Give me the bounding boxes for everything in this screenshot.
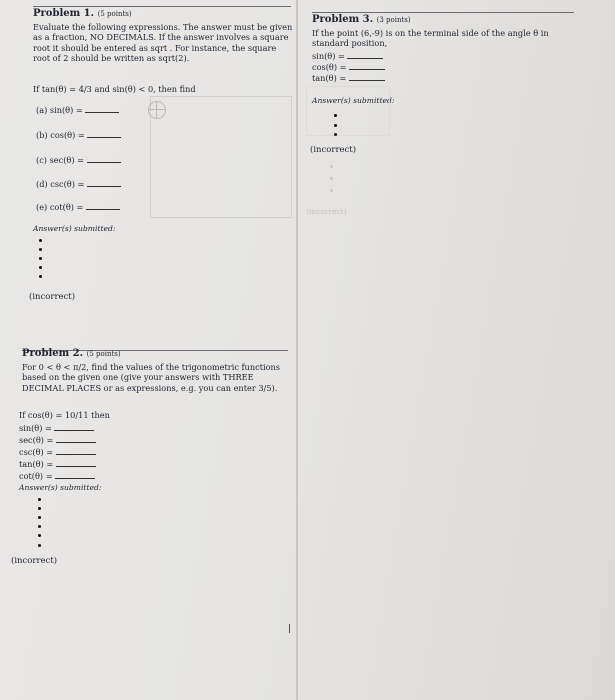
problem1-part-b-input[interactable] — [87, 129, 121, 138]
faint-bullet — [330, 189, 333, 192]
problem3-title — [312, 14, 411, 25]
page-fold — [296, 0, 298, 700]
problem2-csc-input[interactable] — [56, 446, 96, 455]
problem1-part-d-input[interactable] — [87, 178, 121, 187]
problem1-part-a-label: (a) sin(θ) = — [36, 105, 83, 115]
answer-bullet — [39, 275, 42, 278]
page-tick-mark — [289, 624, 290, 633]
problem1-part-e-input[interactable] — [86, 201, 120, 210]
answer-bullet — [39, 257, 42, 260]
crosshair-icon — [148, 101, 166, 119]
problem2-line-sec — [19, 434, 96, 445]
problem3-title-text: Problem 3. — [312, 14, 374, 25]
problem1-title — [33, 8, 132, 19]
problem3-sin-input[interactable] — [347, 50, 383, 59]
problem1-part-a — [36, 104, 119, 115]
answer-bullet — [38, 516, 41, 519]
answer-bullet — [38, 525, 41, 528]
problem3-answers-label: Answer(s) submitted: — [312, 96, 395, 105]
problem3-line-tan — [312, 72, 385, 83]
problem2-given: If cos(θ) = 10/11 then — [19, 410, 110, 420]
problem1-instructions: Evaluate the following expressions. The answer must be given as a fraction, NO DECIMALS. If the answer involves a square root it should be entered as sqrt . For instance, the square root of 2 should be written as sqrt(2). — [33, 22, 293, 64]
problem1-faint-graph-frame — [150, 96, 292, 218]
problem3-instructions: If the point (6,-9) is on the terminal side of the angle θ in standard position, — [312, 28, 549, 49]
answer-bullet — [334, 124, 337, 127]
problem2-status: (incorrect) — [11, 556, 58, 566]
faint-bullet — [330, 165, 333, 168]
problem1-status: (incorrect) — [29, 292, 76, 302]
problem1-answers-label: Answer(s) submitted: — [33, 224, 116, 233]
problem1-part-e-label: (e) cot(θ) = — [36, 202, 84, 212]
problem2-line-cot-label: cot(θ) = — [19, 471, 53, 481]
problem3-points: (3 points) — [376, 16, 411, 24]
problem2-line-csc-label: csc(θ) = — [19, 447, 54, 457]
answer-bullet — [334, 133, 337, 136]
problem2-title-text: Problem 2. — [22, 348, 84, 359]
problem2-sec-input[interactable] — [56, 434, 96, 443]
problem2-line-csc — [19, 446, 96, 457]
problem1-part-c — [36, 154, 121, 165]
problem1-points: (5 points) — [97, 10, 132, 18]
problem1-part-d — [36, 178, 121, 189]
problem2-instructions: For 0 < θ < π/2, find the values of the trigonometric functions based on the given one (give your answers with THREE DECIMAL PLACES or as expressions, e.g. you can enter 3/5). — [22, 362, 281, 393]
problem2-title — [22, 348, 121, 359]
problem3-tan-input[interactable] — [349, 72, 385, 81]
problem2-cot-input[interactable] — [55, 470, 95, 479]
problem2-line-tan — [19, 458, 96, 469]
problem3-line-sin — [312, 50, 383, 61]
answer-bullet — [38, 544, 41, 547]
problem3-line-cos — [312, 61, 385, 72]
problem1-part-e — [36, 201, 120, 212]
problem2-line-cot — [19, 470, 95, 481]
problem2-tan-input[interactable] — [56, 458, 96, 467]
answer-bullet — [38, 507, 41, 510]
problem1-part-a-input[interactable] — [85, 104, 119, 113]
problem1-title-text: Problem 1. — [33, 8, 95, 19]
problem1-part-b — [36, 129, 121, 140]
problem3-faint-overlay — [306, 86, 390, 136]
problem1-rule — [33, 6, 291, 7]
answer-bullet — [39, 239, 42, 242]
problem1-part-c-label: (c) sec(θ) = — [36, 155, 84, 165]
problem1-part-b-label: (b) cos(θ) = — [36, 130, 85, 140]
problem3-rule — [312, 12, 574, 13]
problem2-answers-label: Answer(s) submitted: — [19, 483, 102, 492]
problem2-line-tan-label: tan(θ) = — [19, 459, 54, 469]
problem2-line-sin-label: sin(θ) = — [19, 423, 52, 433]
problem2-sin-input[interactable] — [54, 422, 94, 431]
answer-bullet — [38, 534, 41, 537]
problem3-line-tan-label: tan(θ) = — [312, 73, 347, 83]
answer-bullet — [334, 114, 337, 117]
answer-bullet — [38, 498, 41, 501]
problem2-points: (5 points) — [86, 350, 121, 358]
problem1-part-c-input[interactable] — [87, 154, 121, 163]
faint-bullet — [330, 177, 333, 180]
problem2-line-sin — [19, 422, 94, 433]
answer-bullet — [39, 266, 42, 269]
problem1-part-d-label: (d) csc(θ) = — [36, 179, 85, 189]
problem3-line-sin-label: sin(θ) = — [312, 51, 345, 61]
answer-bullet — [39, 248, 42, 251]
problem3-status: (incorrect) — [310, 145, 357, 155]
problem3-ghost-status: (incorrect) — [306, 207, 347, 216]
problem3-cos-input[interactable] — [349, 61, 385, 70]
problem3-line-cos-label: cos(θ) = — [312, 62, 347, 72]
problem1-given: If tan(θ) = 4/3 and sin(θ) < 0, then find — [33, 84, 196, 94]
problem2-line-sec-label: sec(θ) = — [19, 435, 54, 445]
